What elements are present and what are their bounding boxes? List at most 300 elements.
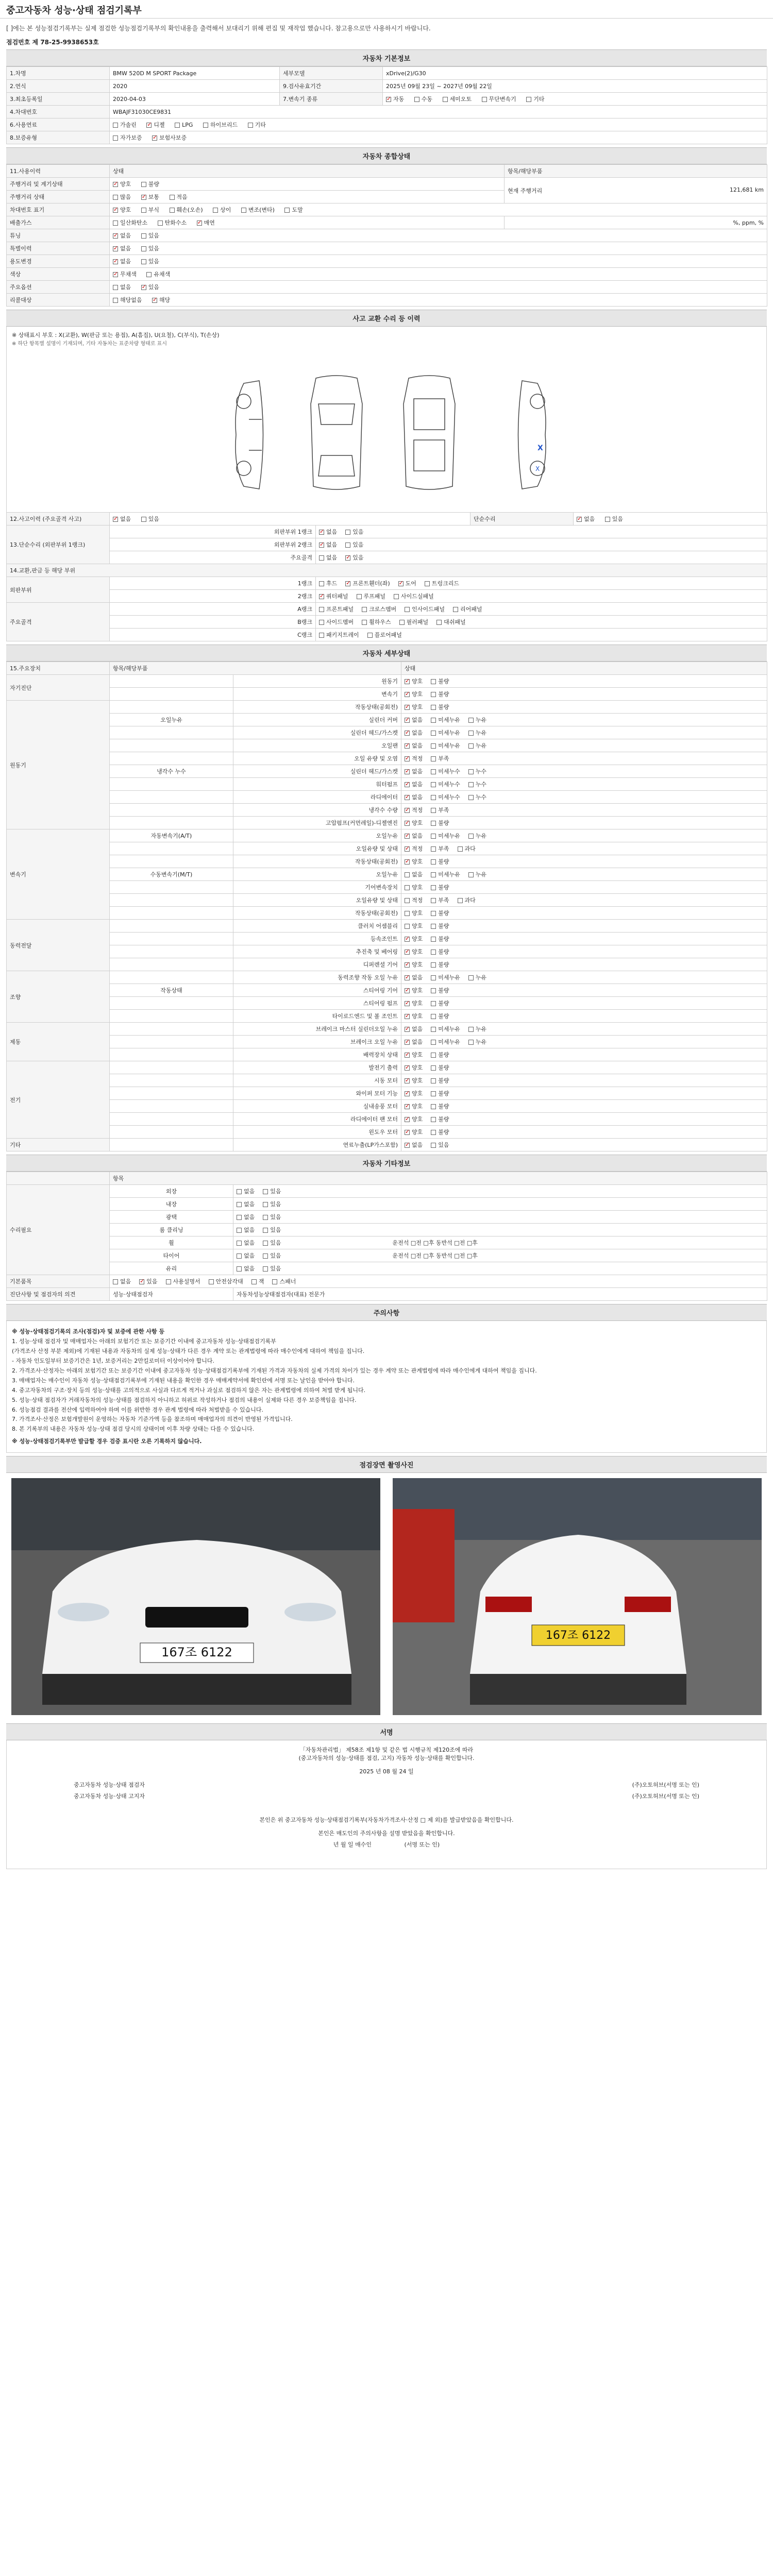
checkbox[interactable] — [345, 543, 350, 548]
row-options: ✓ 양호 불량 — [401, 1061, 767, 1074]
checkbox[interactable] — [357, 594, 362, 599]
sub-label — [110, 1023, 233, 1036]
checkbox[interactable] — [248, 123, 253, 128]
checkbox[interactable] — [431, 1014, 436, 1019]
checkbox-checked[interactable] — [405, 769, 410, 774]
row-options: ✓ 양호 불량 — [401, 958, 767, 971]
row-options: ✓ 양호 불량 — [401, 1087, 767, 1100]
table-row — [7, 1249, 767, 1262]
checkbox[interactable] — [431, 859, 436, 865]
checkbox[interactable] — [263, 1253, 268, 1259]
checkbox[interactable] — [425, 581, 430, 586]
first-registration-value: 2020-04-03 — [110, 93, 280, 106]
row-options: 해당없음 ✓ 해당 — [110, 294, 767, 307]
checkbox[interactable] — [431, 1065, 436, 1071]
table-row — [7, 1100, 767, 1113]
row-options: ✓ 없음 있음 — [401, 1139, 767, 1151]
table-row — [7, 1198, 767, 1211]
table-row — [7, 616, 767, 629]
checkbox[interactable] — [405, 872, 410, 877]
table-row — [7, 1185, 767, 1198]
checkbox[interactable] — [263, 1228, 268, 1233]
vin-value: WBAJF31030CE9831 — [110, 106, 767, 118]
part-label: 동력조향 작동 오일 누유 — [233, 971, 401, 984]
checkbox[interactable] — [431, 1143, 436, 1148]
table-row — [7, 1262, 767, 1275]
row-options: ✓ 적정 부족 — [401, 804, 767, 817]
part-label: 실린더 헤드/가스켓 — [233, 765, 401, 778]
checkbox-checked[interactable] — [113, 246, 118, 251]
sub-label: 냉각수 누수 — [110, 765, 233, 778]
car-front-photo — [11, 1478, 380, 1715]
row-options: ✓ 없음 있음 — [110, 513, 470, 526]
table-row — [7, 817, 767, 829]
checkbox[interactable] — [468, 718, 474, 723]
sub-label: 자동변속기(A/T) — [110, 829, 233, 842]
general-state-table — [6, 164, 767, 307]
checkbox[interactable] — [345, 530, 350, 535]
detail-state-header: 자동차 세부상태 — [6, 645, 767, 662]
checkbox[interactable] — [431, 1053, 436, 1058]
checkbox[interactable] — [431, 1078, 436, 1083]
checkbox-checked[interactable] — [113, 272, 118, 277]
detail-state-table — [6, 662, 767, 1151]
checkbox[interactable] — [526, 97, 531, 102]
checkbox-checked[interactable] — [152, 135, 157, 141]
checkbox-checked[interactable] — [405, 962, 410, 968]
sub-label — [110, 894, 233, 907]
checkbox[interactable] — [431, 975, 436, 980]
checkbox[interactable] — [263, 1241, 268, 1246]
part-label: 작동상태(공회전) — [233, 855, 401, 868]
checkbox[interactable] — [203, 123, 208, 128]
checkbox-checked[interactable] — [197, 221, 202, 226]
checkbox[interactable] — [141, 182, 146, 187]
checkbox[interactable] — [170, 195, 175, 200]
checkbox-checked[interactable] — [405, 937, 410, 942]
row-options: ✓ 양호 불량 — [401, 817, 767, 829]
checkbox[interactable] — [431, 898, 436, 903]
row-options: ✓ 양호 불량 — [110, 178, 505, 191]
sub-label — [110, 1126, 233, 1139]
part-label: 냉각수 수량 — [233, 804, 401, 817]
group-label: 전기 — [7, 1061, 110, 1139]
checkbox[interactable] — [237, 1215, 242, 1220]
checkbox[interactable] — [431, 1027, 436, 1032]
row-options: ✓ 양호 부식 훼손(오손) 상이 변조(변타) 도말 — [110, 204, 767, 216]
sub-label — [110, 907, 233, 920]
checkbox-checked[interactable] — [405, 731, 410, 736]
checkbox[interactable] — [263, 1215, 268, 1220]
table-row — [7, 1113, 767, 1126]
label: 진단사항 및 점검자의 의견 — [7, 1288, 110, 1301]
checkbox[interactable] — [141, 208, 146, 213]
sub-label — [110, 997, 233, 1010]
checkbox[interactable] — [113, 221, 118, 226]
checkbox-checked[interactable] — [405, 705, 410, 710]
checkbox[interactable] — [431, 937, 436, 942]
checkbox-checked[interactable] — [405, 1130, 410, 1135]
checkbox-checked[interactable] — [577, 517, 582, 522]
table-row — [7, 726, 767, 739]
checkbox[interactable] — [431, 885, 436, 890]
checkbox[interactable] — [431, 743, 436, 749]
checkbox[interactable] — [237, 1241, 242, 1246]
checkbox-checked[interactable] — [113, 233, 118, 239]
checkbox-checked[interactable] — [405, 782, 410, 787]
label: 2.연식 — [7, 80, 110, 93]
damage-mark-x: X — [537, 444, 543, 452]
checkbox[interactable] — [431, 756, 436, 761]
sub-label — [110, 726, 233, 739]
label: 차대번호 표기 — [7, 204, 110, 216]
checkbox[interactable] — [263, 1202, 268, 1207]
checkbox-checked[interactable] — [405, 1091, 410, 1096]
checkbox[interactable] — [141, 259, 146, 264]
part-label: 타이어 — [110, 1249, 233, 1262]
row-options: ✓ 양호 불량 — [401, 945, 767, 958]
table-row — [7, 1288, 767, 1301]
checkbox-checked[interactable] — [139, 1279, 144, 1284]
notes-header: 주의사항 — [6, 1304, 767, 1321]
checkbox-checked[interactable] — [405, 1014, 410, 1019]
checkbox-checked[interactable] — [405, 1065, 410, 1071]
checkbox[interactable] — [209, 1279, 214, 1284]
checkbox[interactable] — [453, 607, 458, 612]
sub-label — [110, 958, 233, 971]
sub-label — [110, 675, 233, 688]
table-row — [7, 920, 767, 933]
table-row — [7, 1036, 767, 1048]
checkbox-checked[interactable] — [113, 208, 118, 213]
checkbox[interactable] — [443, 97, 448, 102]
checkbox[interactable] — [431, 692, 436, 697]
basic-items-options: 없음✓ 있음 사용설명서 안전삼각대 잭 스패너 — [110, 1275, 767, 1288]
checkbox-checked[interactable] — [405, 1117, 410, 1122]
checkbox-checked[interactable] — [405, 1001, 410, 1006]
label: 주요골격 — [7, 603, 110, 641]
checkbox[interactable] — [468, 795, 474, 800]
checkbox[interactable] — [431, 950, 436, 955]
checkbox-checked[interactable] — [405, 975, 410, 980]
part-label: 오일팬 — [233, 739, 401, 752]
checkbox[interactable] — [605, 517, 610, 522]
checkbox[interactable] — [468, 743, 474, 749]
part-label: 기어변속장치 — [233, 881, 401, 894]
checkbox[interactable] — [237, 1228, 242, 1233]
table-header-row — [7, 1172, 767, 1185]
table-row — [7, 894, 767, 907]
checkbox-checked[interactable] — [405, 846, 410, 852]
row-options: ✓ 없음 있음 — [110, 242, 767, 255]
checkbox[interactable] — [113, 123, 118, 128]
checkbox[interactable] — [405, 885, 410, 890]
checkbox-checked[interactable] — [405, 756, 410, 761]
checkbox[interactable] — [362, 607, 367, 612]
sub-label: 오일누유 — [110, 714, 233, 726]
checkbox[interactable] — [284, 208, 290, 213]
checkbox[interactable] — [113, 195, 118, 200]
part-label: 광택 — [110, 1211, 233, 1224]
checkbox[interactable] — [468, 731, 474, 736]
row-options: ✓ 양호 불량 — [401, 1100, 767, 1113]
mileage-note: 현재 주행거리 — [508, 187, 543, 194]
checkbox-checked[interactable] — [405, 950, 410, 955]
checkbox[interactable] — [319, 620, 324, 625]
checkbox[interactable] — [170, 208, 175, 213]
checkbox-checked[interactable] — [405, 692, 410, 697]
checkbox-checked[interactable] — [405, 679, 410, 684]
checkbox[interactable] — [431, 911, 436, 916]
checkbox-checked[interactable] — [345, 581, 350, 586]
checkbox-checked[interactable] — [141, 195, 146, 200]
checkbox[interactable] — [431, 1001, 436, 1006]
car-rear-photo — [393, 1478, 762, 1715]
buyer-date-line: 년 월 일 매수인 (서명 또는 인) — [333, 1841, 440, 1849]
checkbox[interactable] — [241, 208, 246, 213]
table-row — [7, 603, 767, 616]
checkbox[interactable] — [394, 594, 399, 599]
column-header: 항목 — [110, 1172, 767, 1185]
checkbox[interactable] — [399, 620, 405, 625]
checkbox[interactable] — [237, 1266, 242, 1272]
checkbox-checked[interactable] — [345, 555, 350, 561]
car-front-image — [11, 1478, 380, 1715]
checkbox[interactable] — [431, 924, 436, 929]
checkbox-checked[interactable] — [405, 821, 410, 826]
table-row — [7, 538, 767, 551]
table-row — [7, 268, 767, 281]
row-options: ✓ 없음 미세누유 누유 — [401, 739, 767, 752]
table-row — [7, 675, 767, 688]
table-row — [7, 958, 767, 971]
checkbox-checked[interactable] — [113, 259, 118, 264]
sub-label — [110, 1036, 233, 1048]
label: 1.차명 — [7, 67, 110, 80]
checkbox[interactable] — [431, 769, 436, 774]
checkbox[interactable] — [431, 782, 436, 787]
checkbox[interactable] — [362, 620, 367, 625]
accident-table — [6, 512, 767, 641]
row-options: ✓ 없음 미세누수 누수 — [401, 778, 767, 791]
table-row — [7, 106, 767, 118]
checkbox[interactable] — [431, 1117, 436, 1122]
label: 7.변속기 종류 — [280, 93, 383, 106]
column-header: 11.사용이력 — [7, 165, 110, 178]
checkbox-checked[interactable] — [141, 285, 146, 290]
checkbox[interactable] — [431, 962, 436, 968]
checkbox[interactable] — [436, 620, 442, 625]
checkbox-checked[interactable] — [152, 298, 157, 303]
checkbox[interactable] — [431, 808, 436, 813]
checkbox[interactable] — [141, 517, 146, 522]
checkbox[interactable] — [458, 898, 463, 903]
checkbox[interactable] — [468, 1027, 474, 1032]
checkbox[interactable] — [113, 135, 118, 141]
label: 성능·상태점검자 — [110, 1288, 233, 1301]
checkbox[interactable] — [141, 246, 146, 251]
checkbox[interactable] — [431, 988, 436, 993]
checkbox[interactable] — [158, 221, 163, 226]
checkbox[interactable] — [405, 607, 410, 612]
table-row — [7, 868, 767, 881]
checkbox[interactable] — [113, 1279, 118, 1284]
emission-units: %, ppm, % — [505, 216, 767, 229]
checkbox[interactable] — [431, 1040, 436, 1045]
row-options: ✓ 양호 불량 — [401, 997, 767, 1010]
sub-label — [110, 1139, 233, 1151]
checkbox[interactable] — [319, 633, 324, 638]
checkbox[interactable] — [468, 769, 474, 774]
part-label: 작동상태(공회전) — [233, 907, 401, 920]
part-label: 실린더 커버 — [233, 714, 401, 726]
table-row — [7, 178, 767, 191]
checkbox[interactable] — [431, 731, 436, 736]
checkbox[interactable] — [468, 975, 474, 980]
table-row — [7, 701, 767, 714]
checkbox[interactable] — [431, 872, 436, 877]
checkbox[interactable] — [431, 705, 436, 710]
group-label: 동력전달 — [7, 920, 110, 971]
checkbox[interactable] — [319, 607, 324, 612]
checkbox[interactable] — [431, 679, 436, 684]
checkbox[interactable] — [213, 208, 218, 213]
checkbox-checked[interactable] — [146, 123, 152, 128]
checkbox[interactable] — [431, 1091, 436, 1096]
part-label: 라디에이터 — [233, 791, 401, 804]
checkbox[interactable] — [468, 872, 474, 877]
table-row — [7, 855, 767, 868]
checkbox[interactable] — [367, 633, 373, 638]
checkbox-checked[interactable] — [405, 1053, 410, 1058]
table-row — [7, 255, 767, 268]
checkbox[interactable] — [468, 834, 474, 839]
checkbox-checked[interactable] — [405, 1040, 410, 1045]
checkbox[interactable] — [431, 795, 436, 800]
row-options: 양호 불량 — [401, 920, 767, 933]
checkbox[interactable] — [237, 1189, 242, 1194]
checkbox-checked[interactable] — [113, 182, 118, 187]
table-row — [7, 688, 767, 701]
checkbox[interactable] — [319, 581, 324, 586]
checkbox-checked[interactable] — [405, 859, 410, 865]
checkbox[interactable] — [237, 1253, 242, 1259]
checkbox-checked[interactable] — [319, 530, 324, 535]
rank-label: B랭크 — [110, 616, 316, 629]
checkbox[interactable] — [431, 821, 436, 826]
checkbox[interactable] — [166, 1279, 171, 1284]
table-row — [7, 1061, 767, 1074]
row-options: 프론트패널 크로스멤버 인사이드패널 리어패널 — [316, 603, 767, 616]
checkbox[interactable] — [431, 718, 436, 723]
checkbox[interactable] — [251, 1279, 257, 1284]
checkbox-checked[interactable] — [405, 1143, 410, 1148]
photos-area — [6, 1473, 767, 1720]
sub-label — [110, 971, 233, 984]
row-options: ✓ 양호 불량 — [401, 1010, 767, 1023]
checkbox-checked[interactable] — [405, 808, 410, 813]
checkbox[interactable] — [482, 97, 487, 102]
checkbox[interactable] — [431, 1104, 436, 1109]
table-header-row — [7, 662, 767, 675]
checkbox[interactable] — [458, 846, 463, 852]
group-label: 조향 — [7, 971, 110, 1023]
checkbox[interactable] — [405, 898, 410, 903]
table-row — [7, 551, 767, 564]
checkbox[interactable] — [146, 272, 152, 277]
checkbox-checked[interactable] — [405, 834, 410, 839]
checkbox[interactable] — [141, 233, 146, 239]
note-line: 6. 성능점검 결과를 전산에 입력하여야 하며 이를 위반한 경우 관계 법령에 따라 처벌받을 수 있습니다. — [12, 1406, 263, 1413]
row-options: ✓ 양호 불량 — [401, 1074, 767, 1087]
table-row — [7, 933, 767, 945]
table-row — [7, 590, 767, 603]
table-row — [7, 131, 767, 144]
fuel-options: 가솔린 ✓ 디젤 LPG 하이브리드 기타 — [110, 118, 767, 131]
checkbox[interactable] — [237, 1202, 242, 1207]
row-options: 사이드멤버 휠하우스 필러패널 대쉬패널 — [316, 616, 767, 629]
checkbox-checked[interactable] — [405, 1027, 410, 1032]
checkbox[interactable] — [319, 555, 324, 561]
checkbox[interactable] — [263, 1266, 268, 1272]
row-options: ✓ 양호 불량 — [401, 984, 767, 997]
row-options: 많음 ✓ 보통 적음 — [110, 191, 505, 204]
checkbox[interactable] — [468, 782, 474, 787]
checkbox[interactable] — [405, 924, 410, 929]
checkbox[interactable] — [405, 911, 410, 916]
checkbox[interactable] — [414, 97, 419, 102]
row-options: ✓ 적정 부족 — [401, 752, 767, 765]
checkbox-checked[interactable] — [405, 718, 410, 723]
checkbox-checked[interactable] — [319, 543, 324, 548]
row-options: ✓ 적정 부족 과다 — [401, 842, 767, 855]
seller-line: 중고자동차 성능·상태 고지자 (주)오토허브(서명 또는 인) — [74, 1793, 699, 1800]
table-row — [7, 513, 767, 526]
checkbox[interactable] — [431, 846, 436, 852]
checkbox-checked[interactable] — [113, 517, 118, 522]
checkbox-checked[interactable] — [405, 1104, 410, 1109]
sub-label — [110, 688, 233, 701]
part-label: 내장 — [110, 1198, 233, 1211]
group-label: 원동기 — [7, 701, 110, 829]
checkbox[interactable] — [431, 834, 436, 839]
checkbox[interactable] — [263, 1189, 268, 1194]
column-header: 항목/해당부품 — [110, 662, 401, 675]
checkbox-checked[interactable] — [319, 594, 324, 599]
checkbox-checked[interactable] — [398, 581, 404, 586]
note-emphasis: ※ 성능·상태점검기록부만 발급할 경우 검증 표시란 오른 기록하지 않습니다. — [12, 1438, 202, 1445]
checkbox-checked[interactable] — [405, 988, 410, 993]
checkbox[interactable] — [431, 1130, 436, 1135]
checkbox-checked[interactable] — [405, 743, 410, 749]
checkbox[interactable] — [468, 1040, 474, 1045]
signature-statement-2: (중고자동차의 성능·상태를 점검, 고지) 자동차 성능·상태를 확인합니다. — [298, 1755, 475, 1762]
label: 튜닝 — [7, 229, 110, 242]
table-row — [7, 1048, 767, 1061]
checkbox[interactable] — [113, 298, 118, 303]
checkbox-checked[interactable] — [405, 1078, 410, 1083]
inspector-value: 자동차성능상태점검자(대표) 전문가 — [233, 1288, 767, 1301]
inspector-line: 중고자동차 성능·상태 점검자 (주)오토허브(서명 또는 인) — [74, 1782, 699, 1789]
checkbox[interactable] — [175, 123, 180, 128]
position-options: 운전석 □전 □후 동반석 □전 □후 — [392, 1252, 478, 1259]
checkbox-checked[interactable] — [386, 97, 391, 102]
checkbox[interactable] — [272, 1279, 277, 1284]
car-rear-image — [393, 1478, 762, 1715]
checkbox-checked[interactable] — [405, 795, 410, 800]
checkbox[interactable] — [113, 285, 118, 290]
row-options: 없음 미세누유 누유 — [401, 868, 767, 881]
